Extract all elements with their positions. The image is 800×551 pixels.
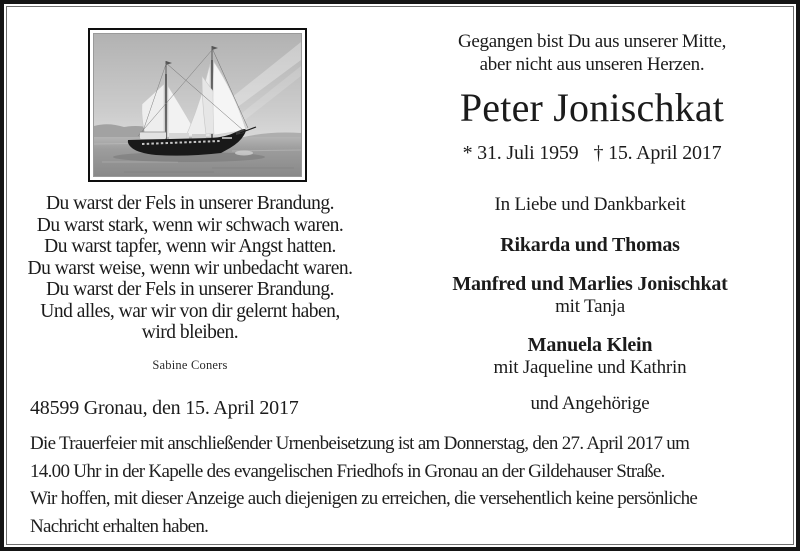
- mourner-name: Manuela Klein: [527, 334, 653, 356]
- condolence-outro: und Angehörige: [530, 393, 650, 414]
- death-date: † 15. April 2017: [593, 142, 722, 164]
- condolence-column: [420, 194, 760, 415]
- funeral-info: [30, 430, 778, 540]
- poem-line: Du warst der Fels in unserer Brandung.: [45, 279, 335, 300]
- mourner-group: [420, 334, 760, 379]
- mourner-group: [420, 273, 760, 318]
- poem-line: Du warst tapfer, wenn wir Angst hatten.: [44, 236, 336, 257]
- funeral-info-line: Nachricht erhalten haben.: [30, 515, 209, 537]
- poem: [12, 193, 368, 373]
- funeral-info-line: Wir hoffen, mit dieser Anzeige auch diejenigen zu erreichen, die versehentlich keine persönliche: [30, 488, 698, 509]
- poem-line: Du warst stark, wenn wir schwach waren.: [36, 214, 344, 236]
- epigraph: [425, 30, 759, 76]
- epigraph-line-2: aber nicht aus unseren Herzen.: [479, 54, 705, 75]
- mourner-sub: mit Jaqueline und Kathrin: [493, 357, 687, 378]
- funeral-info-line: 14.00 Uhr in der Kapelle des evangelischen Friedhofs in Gronau an der Gildehauser Straße.: [30, 460, 665, 482]
- birth-date: * 31. Juli 1959: [462, 142, 579, 164]
- mourner-name: Rikarda und Thomas: [500, 234, 680, 256]
- condolence-intro: In Liebe und Dankbarkeit: [494, 194, 686, 215]
- poem-attribution: Sabine Coners: [152, 357, 228, 372]
- mourner-group: [420, 234, 760, 257]
- funeral-info-line: Die Trauerfeier mit anschließender Urnenbeisetzung ist am Donnerstag, den 27. April 2017 um: [30, 433, 690, 454]
- epigraph-line-1: Gegangen bist Du aus unserer Mitte,: [457, 31, 727, 52]
- sailing-ship-photo: [94, 34, 301, 176]
- city-date-line: 48599 Gronau, den 15. April 2017: [30, 397, 299, 419]
- life-dates: [425, 141, 759, 165]
- poem-line: Du warst weise, wenn wir unbedacht waren.: [27, 257, 353, 279]
- poem-line: wird bleiben.: [141, 322, 239, 343]
- poem-line: Du warst der Fels in unserer Brandung.: [45, 193, 335, 214]
- deceased-name: Peter Jonischkat: [459, 85, 725, 130]
- mourner-sub: mit Tanja: [555, 296, 625, 317]
- memorial-photo-frame: [88, 28, 307, 182]
- header-column: [425, 30, 759, 165]
- poem-line: Und alles, war wir von dir gelernt haben,: [40, 300, 340, 322]
- mourner-name: Manfred und Marlies Jonischkat: [452, 273, 728, 295]
